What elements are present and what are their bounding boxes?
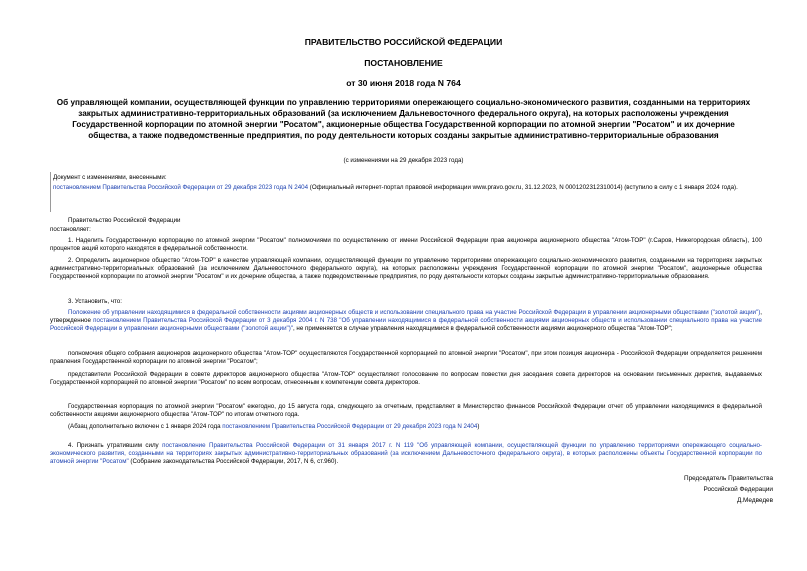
intro-government: Правительство Российской Федерации	[68, 217, 181, 224]
paragraph-4: 4. Признать утратившим силу постановление Правительства Российской Федерации от 31 января 2017 г. N 119 "Об управляющей компании, осуществляющей функции по управлению территориями опережающего социально-экономического развития, созданными на территориях закрытых административно-территориальных образований (за исключением Дальневосточного федерального округа), в которых расположены объекты Государственной корпорации по атомной энергии "Росатом" (Собрание законодательства Российской Федерации, 2017, N 6, ст.960).	[50, 442, 762, 466]
revision-note: (с изменениями на 29 декабря 2023 года)	[343, 157, 464, 164]
signature-title: Председатель Правительства	[684, 475, 773, 482]
paragraph-3e: (Абзац дополнительно включен с 1 января 2024 года постановлением Правительства Российской Федерации от 29 декабря 2023 года N 2404)	[68, 423, 480, 430]
paragraph-3: 3. Установить, что:	[68, 298, 122, 305]
paragraph-2: 2. Определить акционерное общество "Атом-ТОР" в качестве управляющей компании, осуществляющей функции по управлению территориями опережающего социально-экономического развития, созданными на территориях закрытых административно-территориальных образований (за исключением Дальневосточного федерального округа), на которых расположены учреждения Государственной корпорации по атомной энергии "Росатом", акционерные общества Государственной корпорации по атомной энергии "Росатом" и их дочерние общества, а также подведомственные предприятия, по роду деятельности которых созданы закрытые административно-территориальные образования.	[50, 257, 762, 281]
government-heading: ПРАВИТЕЛЬСТВО РОССИЙСКОЙ ФЕДЕРАЦИИ	[304, 37, 503, 47]
document-title: Об управляющей компании, осуществляющей функции по управлению территориями опережающего социально-экономического развития, созданными на территориях закрытых административно-территориальных образований (за исключением Дальневосточного федерального округа), на которых расположены учреждения Государственной корпорации по атомной энергии "Росатом", акционерные общества Государственной корпорации по атомной энергии "Росатом" и их дочерние общества, а также подведомственные предприятия, по роду деятельности которых созданы закрытые административно-территориальные образования	[56, 98, 751, 140]
paragraph-1: 1. Наделить Государственную корпорацию по атомной энергии "Росатом" полномочиями по осуществлению от имени Российской Федерации прав акционера акционерного общества "Атом-ТОР" (г.Саров, Нижегородская область), 100 процентов акций которого находятся в федеральной собственности.	[50, 237, 762, 253]
document-type-heading: ПОСТАНОВЛЕНИЕ	[364, 58, 443, 68]
paragraph-3b: полномочия общего собрания акционеров акционерного общества "Атом-ТОР" осуществляются Государственной корпорацией по атомной энергии "Росатом", при этом позиция акционера - Российской Федерации определяется решением правления Государственной корпорации по атомной энергии "Росатом";	[50, 350, 762, 366]
paragraph-3a: Положение об управлении находящимися в федеральной собственности акциями акционерных обществ и использовании специального права на участие Российской Федерации в управлении акционерными обществами ("золотой акции"), утвержденное постановлением Правительства Российской Федерации от 3 декабря 2004 г. N 738 "Об управлении находящимися в федеральной собственности акциями акционерных обществ и использовании специального права на участие Российской Федерации в управлении акционерными обществами ("золотой акции")", не применяется в случае управления находящимися в федеральной собственности акциями акционерного общества "Атом-ТОР";	[50, 309, 762, 333]
signature-name: Д.Медведев	[736, 497, 773, 504]
changes-link[interactable]: постановлением Правительства Российской Федерации от 29 декабря 2023 года N 2404	[53, 184, 309, 191]
changes-text	[53, 184, 762, 192]
changes-label: Документ с изменениями, внесенными:	[53, 174, 167, 181]
changes-tail: (Официальный интернет-портал правовой информации www.pravo.gov.ru, 31.12.2023, N 0001202312310014) (вступило в силу с 1 января 2024 года).	[308, 184, 738, 191]
decree-2404-link[interactable]: постановлением Правительства Российской Федерации от 29 декабря 2023 года N 2404	[222, 423, 478, 430]
document-date-number: от 30 июня 2018 года N 764	[346, 78, 461, 88]
decree-119-link[interactable]: постановление Правительства Российской Федерации от 31 января 2017 г. N 119 "Об управляющей компании, осуществляющей функции по управлению территориями опережающего социально-экономического развития, созданными на территориях закрытых административно-территориальных образований (за исключением Дальневосточного федерального округа), в которых расположены объекты Государственной корпорации по атомной энергии "Росатом"	[50, 442, 762, 466]
regulation-link[interactable]: Положение об управлении находящимися в федеральной собственности акциями акционерных обществ и использовании специального права на участие Российской Федерации в управлении акционерными обществами ("золотой акции")	[68, 309, 761, 316]
signature-org: Российской Федерации	[703, 486, 773, 493]
intro-decree: постановляет:	[50, 226, 91, 233]
paragraph-3c: представители Российской Федерации в совете директоров акционерного общества "Атом-ТОР" осуществляют голосование по вопросам повестки дня заседания совета директоров на основании письменных директив, выдаваемых Государственной корпорацией по атомной энергии "Росатом" по всем вопросам, отнесенным к компетенции совета директоров.	[50, 371, 762, 387]
decree-738-link[interactable]: постановлением Правительства Российской Федерации от 3 декабря 2004 г. N 738 "Об управлении находящимися в федеральной собственности акциями акционерных обществ и использовании специального права на участие Российской Федерации в управлении акционерными обществами ("золотой акции")"	[50, 317, 762, 333]
paragraph-3d: Государственная корпорация по атомной энергии "Росатом" ежегодно, до 15 августа года, следующего за отчетным, представляет в Министерство финансов Российской Федерации отчет об управлении находящимися в федеральной собственности акциями акционерного общества "Атом-ТОР" по итогам отчетного года.	[50, 403, 762, 419]
